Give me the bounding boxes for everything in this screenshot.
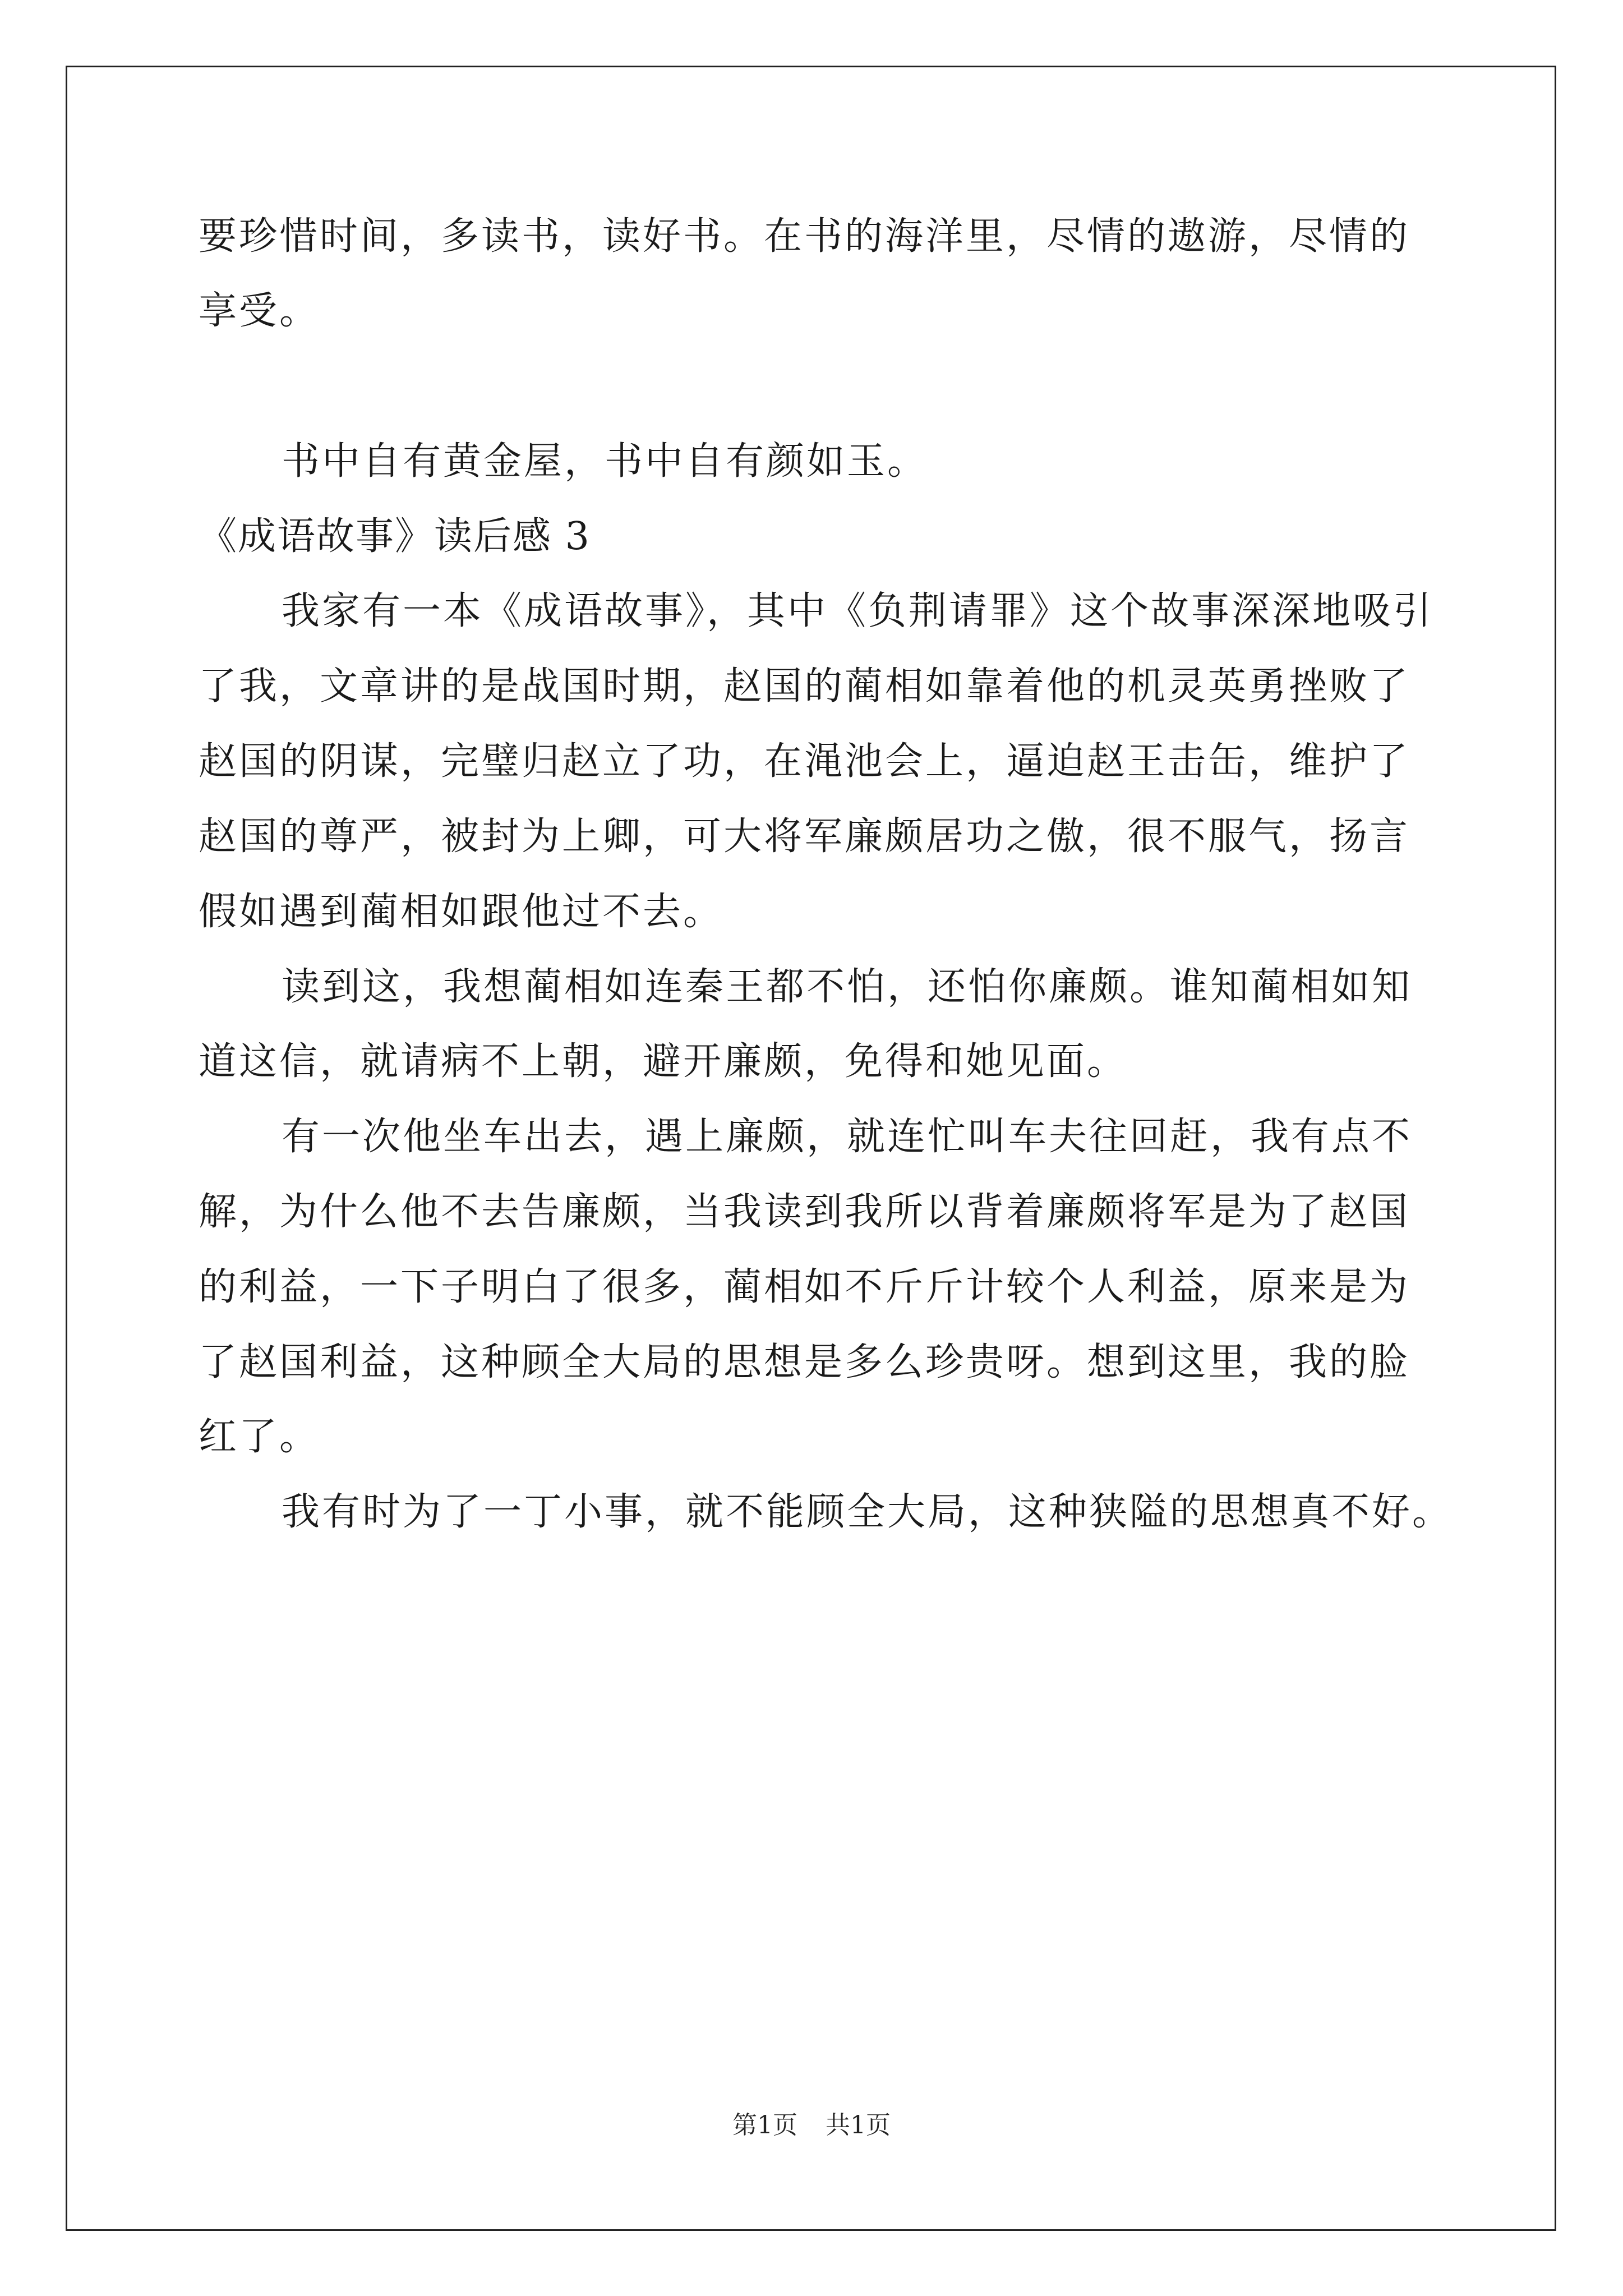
text-line: 享受。 xyxy=(199,289,320,333)
text-line: 解，为什么他不去告廉颇，当我读到我所以背着廉颇将军是为了赵国 xyxy=(199,1190,1410,1234)
text-line: 了我，文章讲的是战国时期，赵国的蔺相如靠着他的机灵英勇挫败了 xyxy=(199,664,1410,708)
text-line: 的利益，一下子明白了很多，蔺相如不斤斤计较个人利益，原来是为 xyxy=(199,1265,1410,1309)
text-line: 书中自有黄金屋，书中自有颜如玉。 xyxy=(282,439,928,484)
text-line: 我家有一本《成语故事》，其中《负荆请罪》这个故事深深地吸引 xyxy=(282,589,1434,633)
text-line: 了赵国利益，这种顾全大局的思想是多么珍贵呀。想到这里，我的脸 xyxy=(199,1340,1410,1384)
page-number: 第1页 xyxy=(732,2111,797,2139)
text-line: 要珍惜时间，多读书，读好书。在书的海洋里，尽情的遨游，尽情的 xyxy=(199,214,1410,259)
text-line: 读到这，我想蔺相如连秦王都不怕，还怕你廉颇。谁知蔺相如知 xyxy=(282,965,1413,1009)
section-heading: 《成语故事》读后感 3 xyxy=(199,514,591,559)
text-line: 赵国的阴谋，完璧归赵立了功，在渑池会上，逼迫赵王击缶，维护了 xyxy=(199,739,1410,784)
page-total: 共1页 xyxy=(826,2111,891,2139)
text-line: 赵国的尊严，被封为上卿，可大将军廉颇居功之傲，很不服气，扬言 xyxy=(199,815,1410,859)
text-line: 红了。 xyxy=(199,1415,320,1459)
text-line: 假如遇到蔺相如跟他过不去。 xyxy=(199,890,724,934)
page-footer xyxy=(0,2105,1623,2141)
text-line: 道这信，就请病不上朝，避开廉颇，免得和她见面。 xyxy=(199,1039,1128,1084)
text-line: 我有时为了一丁小事，就不能顾全大局，这种狭隘的思想真不好。 xyxy=(282,1490,1453,1534)
text-line: 有一次他坐车出去，遇上廉颇，就连忙叫车夫往回赶，我有点不 xyxy=(282,1115,1413,1159)
